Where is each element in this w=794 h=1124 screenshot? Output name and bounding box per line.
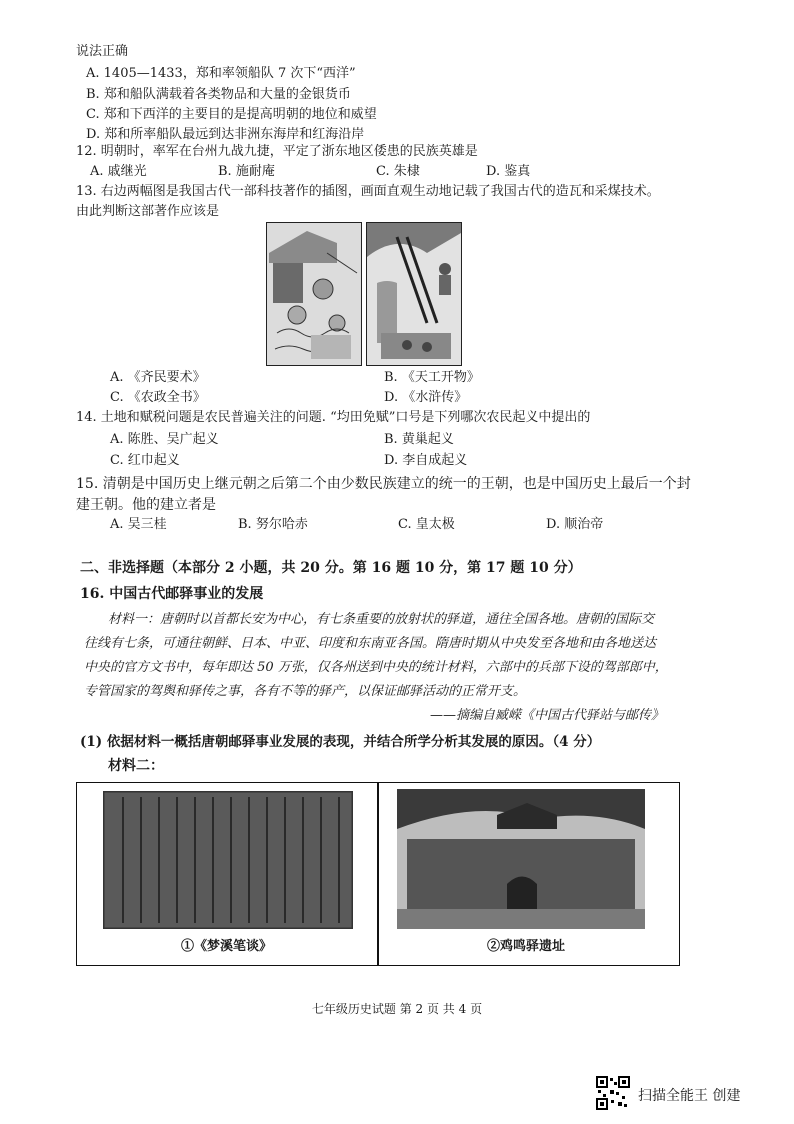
q15-option-c: C. 皇太极 — [398, 517, 455, 532]
q11-option-b: B. 郑和船队满载着各类物品和大量的金银货币 — [86, 87, 351, 102]
q15-option-d: D. 顺治帝 — [546, 517, 604, 532]
q14-option-a: A. 陈胜、吴广起义 — [110, 432, 219, 447]
q11-option-d: D. 郑和所率船队最远到达非洲东海岸和红海沿岸 — [86, 127, 365, 142]
q16-sub-question-1: (1) 依据材料一概括唐朝邮驿事业发展的表现，并结合所学分析其发展的原因。（4 分） — [80, 734, 601, 750]
q11-stem-end: 说法正确 — [76, 44, 129, 59]
q12-option-c: C. 朱棣 — [376, 164, 420, 179]
q16-material1-line4: 专管国家的驾舆和驿传之事，各有不等的驿产，以保证邮驿活动的正常开支。 — [84, 684, 527, 699]
q16-material2-label: 材料二： — [108, 758, 164, 774]
q13-option-d: D. 《水浒传》 — [384, 390, 468, 405]
caption-mengxi-bitan: ①《梦溪笔谈》 — [181, 939, 273, 954]
q16-material1-line2: 往线有七条，可通往朝鲜、日本、中亚、印度和东南亚各国。隋唐时期从中央发至各地和由各地送达 — [84, 636, 657, 651]
q14-option-d: D. 李自成起义 — [384, 453, 468, 468]
q12-option-d: D. 鉴真 — [486, 164, 531, 179]
q11-option-a: A. 1405—1433，郑和率领船队 7 次下“西洋” — [86, 66, 356, 81]
jimingyi-ruins-image — [397, 789, 645, 929]
q14-option-b: B. 黄巢起义 — [384, 432, 454, 447]
section2-heading: 二、非选择题（本部分 2 小题，共 20 分。第 16 题 10 分，第 17 题 10 分） — [80, 560, 582, 576]
q12-stem: 12. 明朝时，率军在台州九战九捷，平定了浙东地区倭患的民族英雄是 — [76, 144, 478, 159]
q16-title: 16. 中国古代邮驿事业的发展 — [80, 586, 264, 602]
q15-stem-line1: 15. 清朝是中国历史上继元朝之后第二个由少数民族建立的统一的王朝，也是中国历史上最后一个封 — [76, 476, 691, 492]
page-footer: 七年级历史试题 第 2 页 共 4 页 — [311, 1002, 483, 1016]
qr-code-icon — [596, 1076, 630, 1110]
tile-making-illustration — [266, 222, 362, 366]
q14-option-c: C. 红巾起义 — [110, 453, 180, 468]
q13-stem-line1: 13. 右边两幅图是我国古代一部科技著作的插图，画面直观生动地记载了我国古代的造瓦和采煤技术。 — [76, 184, 660, 199]
material2-frame — [76, 782, 680, 966]
scanner-brand-text: 扫描全能王 创建 — [638, 1088, 741, 1104]
q12-option-a: A. 戚继光 — [90, 164, 147, 179]
q13-option-a: A. 《齐民要术》 — [110, 370, 206, 385]
q14-stem: 14. 土地和赋税问题是农民普遍关注的问题. “均田免赋”口号是下列哪次农民起义中提出的 — [76, 410, 591, 425]
coal-mining-illustration — [366, 222, 462, 366]
q15-option-b: B. 努尔哈赤 — [238, 517, 308, 532]
q13-stem-line2: 由此判断这部著作应该是 — [76, 204, 220, 219]
q13-option-c: C. 《农政全书》 — [110, 390, 206, 405]
q16-material1-source: ——摘编自臧嵘《中国古代驿站与邮传》 — [430, 708, 665, 723]
mengxi-bitan-image — [103, 791, 353, 929]
q12-option-b: B. 施耐庵 — [218, 164, 275, 179]
q16-material1-line1: 材料一：唐朝时以首都长安为中心，有七条重要的放射状的驿道，通往全国各地。唐朝的国际交 — [108, 612, 655, 627]
material2-divider — [377, 783, 379, 965]
q15-stem-line2: 建王朝。他的建立者是 — [76, 497, 216, 513]
q15-option-a: A. 吴三桂 — [110, 517, 167, 532]
q11-option-c: C. 郑和下西洋的主要目的是提高明朝的地位和威望 — [86, 107, 377, 122]
caption-jimingyi-ruins: ②鸡鸣驿遗址 — [487, 939, 566, 954]
q13-option-b: B. 《天工开物》 — [384, 370, 480, 385]
q16-material1-line3: 中央的官方文书中，每年即达 50 万张，仅各州送到中央的统计材料，六部中的兵部下设的驾部郎中， — [84, 660, 668, 675]
